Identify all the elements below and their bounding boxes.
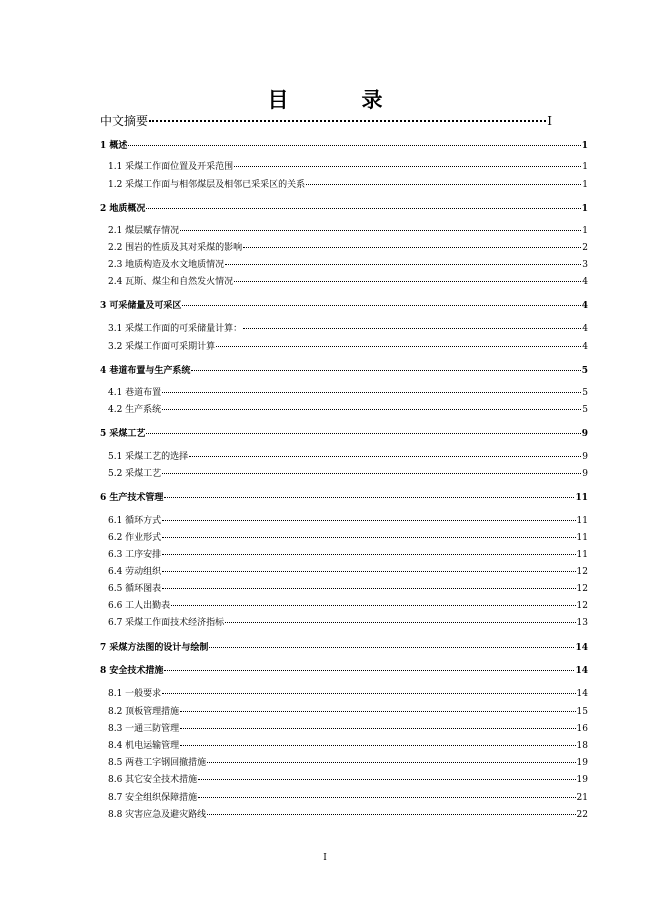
toc-entry-page: 11 xyxy=(576,533,588,543)
dot-leader xyxy=(162,520,575,521)
toc-section-entry[interactable] xyxy=(100,225,588,237)
toc-entry-label: 8 安全技术措施 xyxy=(100,666,164,676)
toc-entry-page: 9 xyxy=(582,469,588,479)
toc-entry-page: 22 xyxy=(576,810,588,820)
toc-entry-page: 12 xyxy=(576,584,588,594)
toc-entry-page: 1 xyxy=(581,141,588,151)
toc-entry-page: 19 xyxy=(576,775,588,785)
toc-chapter-entry[interactable] xyxy=(100,642,588,654)
toc-abstract-label: 中文摘要 xyxy=(100,114,149,128)
dot-leader xyxy=(198,797,575,798)
toc-entry-label: 6.6 工人出勤表 xyxy=(108,601,171,611)
toc-entry-page: 5 xyxy=(582,405,588,415)
dot-leader xyxy=(146,208,580,209)
dot-leader xyxy=(191,370,580,371)
dot-leader xyxy=(180,711,575,712)
toc-entry-page: 12 xyxy=(576,601,588,611)
toc-section-entry[interactable] xyxy=(100,549,588,561)
toc-entry-label: 8.8 灾害应急及避灾路线 xyxy=(108,810,207,820)
dot-leader xyxy=(164,497,574,498)
toc-entry-page: 14 xyxy=(575,643,588,653)
toc-entry-page: 1 xyxy=(581,204,588,214)
toc-entry-label: 8.7 安全组织保障措施 xyxy=(108,793,198,803)
toc-chapter-entry[interactable] xyxy=(100,203,588,215)
toc-chapter-entry[interactable] xyxy=(100,428,588,440)
dot-leader xyxy=(216,346,581,347)
toc-section-entry[interactable] xyxy=(100,566,588,578)
toc-entry-label: 8.1 一般要求 xyxy=(108,689,162,699)
toc-entry-label: 6.7 采煤工作面技术经济指标 xyxy=(108,618,225,628)
toc-section-entry[interactable] xyxy=(100,276,588,288)
dot-leader xyxy=(306,184,581,185)
toc-section-entry[interactable] xyxy=(100,259,588,271)
toc-entry-page: 4 xyxy=(581,301,588,311)
toc-entry-label: 6 生产技术管理 xyxy=(100,493,164,503)
toc-entry-page: 12 xyxy=(576,567,588,577)
page-title: 目 录 xyxy=(267,87,409,112)
toc-section-entry[interactable] xyxy=(100,179,588,191)
dot-leader xyxy=(243,328,581,329)
toc-section-entry[interactable] xyxy=(100,809,588,821)
toc-abstract-page: I xyxy=(547,114,552,128)
dot-leader xyxy=(162,409,581,410)
toc-entry-page: 19 xyxy=(576,758,588,768)
toc-entry-page: 3 xyxy=(582,260,588,270)
dot-leader xyxy=(162,693,575,694)
toc-entry-label: 6.1 循环方式 xyxy=(108,516,162,526)
toc-entry-label: 6.4 劳动组织 xyxy=(108,567,162,577)
toc-section-entry[interactable] xyxy=(100,161,588,173)
dot-leader xyxy=(225,264,581,265)
toc-entry-label: 5.1 采煤工艺的选择 xyxy=(108,452,189,462)
toc-section-entry[interactable] xyxy=(100,792,588,804)
toc-entry-label: 5 采煤工艺 xyxy=(100,429,146,439)
toc-entry-label: 6.2 作业形式 xyxy=(108,533,162,543)
toc-entry-page: 4 xyxy=(582,324,588,334)
toc-chapter-entry[interactable] xyxy=(100,300,588,312)
toc-entry-page: 15 xyxy=(576,707,588,717)
toc-section-entry[interactable] xyxy=(100,688,588,700)
toc-entry-page: 1 xyxy=(582,226,588,236)
toc-chapter-entry[interactable] xyxy=(100,665,588,677)
toc-entry-label: 4 巷道布置与生产系统 xyxy=(100,366,191,376)
dot-leader xyxy=(162,392,581,393)
toc-entry-page: 21 xyxy=(576,793,588,803)
toc-entry-page: 16 xyxy=(576,724,588,734)
toc-entry-label: 8.3 一通三防管理 xyxy=(108,724,180,734)
toc-entry-page: 5 xyxy=(581,366,588,376)
toc-entry-label: 6.3 工序安排 xyxy=(108,550,162,560)
toc-entry-label: 3 可采储量及可采区 xyxy=(100,301,182,311)
toc-section-entry[interactable] xyxy=(100,242,588,254)
dot-leader xyxy=(162,537,575,538)
toc-entry-page: 11 xyxy=(576,516,588,526)
toc-entry-page: 14 xyxy=(576,689,588,699)
dot-leader xyxy=(162,571,575,572)
toc-entry-page: 13 xyxy=(576,618,588,628)
toc-entry-page: 4 xyxy=(582,277,588,287)
toc-section-entry[interactable] xyxy=(100,706,588,718)
dot-leader xyxy=(225,622,575,623)
dot-leader xyxy=(146,433,580,434)
toc-entry-label: 8.2 顶板管理措施 xyxy=(108,707,180,717)
toc-entry-label: 2 地质概况 xyxy=(100,204,146,214)
toc-section-entry[interactable] xyxy=(100,341,588,353)
page-number: I xyxy=(323,853,327,863)
toc-section-entry[interactable] xyxy=(100,532,588,544)
toc-section-entry[interactable] xyxy=(100,468,588,480)
toc-entry-label: 7 采煤方法图的设计与绘制 xyxy=(100,643,209,653)
toc-entry-page: 2 xyxy=(582,243,588,253)
dot-leader xyxy=(162,588,575,589)
toc-section-entry[interactable] xyxy=(100,583,588,595)
toc-entry-label: 4.1 巷道布置 xyxy=(108,388,162,398)
dot-leader xyxy=(234,281,581,282)
dot-leader xyxy=(180,745,575,746)
toc-chapter-entry[interactable] xyxy=(100,492,588,504)
dot-leader xyxy=(209,647,574,648)
toc-entry-label: 8.4 机电运输管理 xyxy=(108,741,180,751)
toc-entry-label: 6.5 循环图表 xyxy=(108,584,162,594)
toc-entry-page: 5 xyxy=(582,388,588,398)
toc-entry-page: 14 xyxy=(575,666,588,676)
toc-entry-label: 8.6 其它安全技术措施 xyxy=(108,775,198,785)
toc-chapter-entry[interactable] xyxy=(100,365,588,377)
toc-chapter-entry[interactable] xyxy=(100,140,588,152)
toc-section-entry[interactable] xyxy=(100,451,588,463)
toc-entry-label: 4.2 生产系统 xyxy=(108,405,162,415)
toc-entry-label: 3.1 采煤工作面的可采储量计算： xyxy=(108,324,243,334)
toc-entry-page: 11 xyxy=(576,550,588,560)
dot-leader xyxy=(182,305,580,306)
dot-leader xyxy=(207,814,575,815)
toc-entry-label: 2.3 地质构造及水文地质情况 xyxy=(108,260,225,270)
toc-entry-page: 1 xyxy=(582,162,588,172)
toc-section-entry[interactable] xyxy=(100,723,588,735)
toc-section-entry[interactable] xyxy=(100,387,588,399)
toc-entry-label: 5.2 采煤工艺 xyxy=(108,469,162,479)
dot-leader xyxy=(207,762,575,763)
dot-leader xyxy=(164,670,574,671)
toc-section-entry[interactable] xyxy=(100,323,588,335)
dot-leader xyxy=(180,230,581,231)
toc-entry-label: 3.2 采煤工作面可采期计算 xyxy=(108,342,216,352)
toc-entry-label: 2.1 煤层赋存情况 xyxy=(108,226,180,236)
toc-entry-label: 1.1 采煤工作面位置及开采范围 xyxy=(108,162,234,172)
toc-section-entry[interactable] xyxy=(100,617,588,629)
toc-entry-page: 18 xyxy=(576,741,588,751)
toc-section-entry[interactable] xyxy=(100,774,588,786)
toc-entry-label: 1 概述 xyxy=(100,141,128,151)
toc-entry-page: 1 xyxy=(582,180,588,190)
toc-entry-page: 4 xyxy=(582,342,588,352)
dot-leader xyxy=(189,456,581,457)
toc-section-entry[interactable] xyxy=(100,600,588,612)
toc-section-entry[interactable] xyxy=(100,740,588,752)
toc-entry-label: 2.4 瓦斯、煤尘和自然发火情况 xyxy=(108,277,234,287)
toc-section-entry[interactable] xyxy=(100,757,588,769)
dot-leader xyxy=(198,779,575,780)
dot-leader xyxy=(171,605,575,606)
toc-abstract-entry[interactable] xyxy=(100,112,552,129)
toc-entry-page: 11 xyxy=(575,493,588,503)
dot-leader xyxy=(180,728,575,729)
dot-leader xyxy=(243,247,581,248)
toc-entry-page: 9 xyxy=(582,452,588,462)
toc-entry-page: 9 xyxy=(581,429,588,439)
toc-entry-label: 1.2 采煤工作面与相邻煤层及相邻已采采区的关系 xyxy=(108,180,306,190)
dot-leader xyxy=(149,120,546,122)
dot-leader xyxy=(162,473,581,474)
toc-section-entry[interactable] xyxy=(100,404,588,416)
dot-leader xyxy=(234,166,581,167)
dot-leader xyxy=(162,554,575,555)
dot-leader xyxy=(128,145,580,146)
toc-section-entry[interactable] xyxy=(100,515,588,527)
toc-entry-label: 8.5 两巷工字钢回撤措施 xyxy=(108,758,207,768)
toc-entry-label: 2.2 围岩的性质及其对采煤的影响 xyxy=(108,243,243,253)
